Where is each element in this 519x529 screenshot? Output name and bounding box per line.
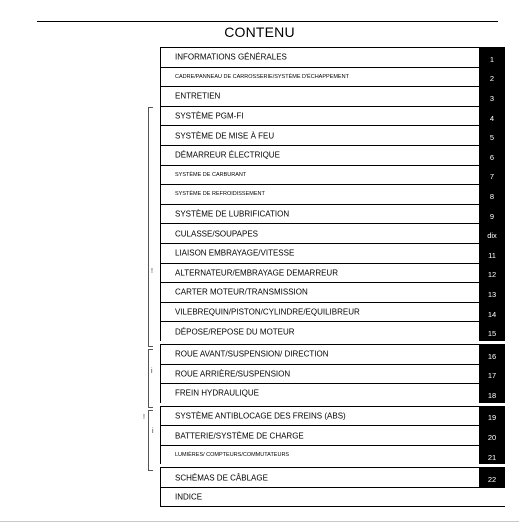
toc-entry-label: DÉPOSE/REPOSE DU MOTEUR xyxy=(175,327,295,337)
toc-entry-label: INFORMATIONS GÉNÉRALES xyxy=(175,52,287,62)
toc-entry[interactable] xyxy=(160,145,505,165)
toc-entry[interactable] xyxy=(160,321,505,341)
toc-entry[interactable] xyxy=(160,243,505,263)
toc-entry-label: INDICE xyxy=(175,492,203,502)
contents-table xyxy=(160,47,505,507)
toc-entry-number: 8 xyxy=(479,185,505,204)
toc-entry[interactable] xyxy=(160,223,505,243)
toc-entry-label: SYSTÈME DE REFROIDISSEMENT xyxy=(175,191,265,198)
toc-entry-label: ALTERNATEUR/EMBRAYAGE DEMARREUR xyxy=(175,268,338,278)
toc-entry[interactable] xyxy=(160,165,505,185)
toc-entry[interactable] xyxy=(160,383,505,403)
toc-entry[interactable] xyxy=(160,204,505,224)
toc-entry[interactable] xyxy=(160,445,505,465)
toc-entry[interactable] xyxy=(160,487,505,507)
toc-entry-number: 3 xyxy=(479,87,505,106)
top-rule xyxy=(37,21,498,22)
toc-entry-number: 13 xyxy=(479,283,505,302)
toc-entry[interactable] xyxy=(160,344,505,364)
toc-entry-number: 12 xyxy=(479,264,505,283)
toc-entry-number: 5 xyxy=(479,126,505,145)
toc-entry[interactable] xyxy=(160,47,505,67)
toc-entry-number: 7 xyxy=(479,166,505,185)
toc-entry-label: SYSTÈME DE MISE À FEU xyxy=(175,131,275,141)
toc-entry-number: 11 xyxy=(479,244,505,263)
toc-entry-label: FREIN HYDRAULIQUE xyxy=(175,388,260,398)
toc-entry-label: SCHÉMAS DE CÂBLAGE xyxy=(175,473,268,483)
toc-entry-number: 9 xyxy=(479,205,505,224)
toc-entry-label: ENTRETIEN xyxy=(175,91,221,101)
toc-entry-number: 15 xyxy=(479,322,505,341)
toc-entry[interactable] xyxy=(160,67,505,87)
toc-entry-label: CADRE/PANNEAU DE CARROSSERIE/SYSTÈME D'ÉCHAPPEMENT xyxy=(175,73,349,80)
toc-entry-number: 16 xyxy=(479,345,505,364)
toc-entry-number: 22 xyxy=(479,468,505,487)
toc-entry[interactable] xyxy=(160,364,505,384)
toc-entry-label: ROUE ARRIÈRE/SUSPENSION xyxy=(175,369,291,379)
toc-entry[interactable] xyxy=(160,86,505,106)
toc-entry-label: DÉMARREUR ÉLECTRIQUE xyxy=(175,150,280,160)
toc-entry-label: LIAISON EMBRAYAGE/VITESSE xyxy=(175,248,295,258)
toc-entry-number: 20 xyxy=(479,426,505,445)
toc-entry[interactable] xyxy=(160,282,505,302)
toc-entry-number: 2 xyxy=(479,68,505,87)
chassis-section-bracket xyxy=(148,349,153,408)
toc-entry-label: SYSTÈME DE LUBRIFICATION xyxy=(175,209,290,219)
engine-section-bracket xyxy=(148,107,153,347)
toc-entry-label: BATTERIE/SYSTÈME DE CHARGE xyxy=(175,431,304,441)
toc-entry[interactable] xyxy=(160,406,505,426)
toc-entry-label: LUMIÈRES/ COMPTEURS/COMMUTATEURS xyxy=(175,452,290,459)
engine-section-mark: ! xyxy=(151,268,153,275)
toc-entry-label: ROUE AVANT/SUSPENSION/ DIRECTION xyxy=(175,349,329,359)
electrical-section-bracket xyxy=(148,410,153,471)
toc-entry-label: CARTER MOTEUR/TRANSMISSION xyxy=(175,287,308,297)
toc-entry-number: 1 xyxy=(479,48,505,67)
electrical-section-mark-a: ! xyxy=(143,414,145,421)
toc-entry-label: SYSTÈME DE CARBURANT xyxy=(175,171,247,178)
toc-entry-number: 17 xyxy=(479,365,505,384)
electrical-section-mark-b: i xyxy=(152,428,154,435)
toc-entry[interactable] xyxy=(160,184,505,204)
toc-entry-number: 19 xyxy=(479,407,505,426)
toc-entry[interactable] xyxy=(160,106,505,126)
toc-entry-number: 6 xyxy=(479,146,505,165)
toc-entry[interactable] xyxy=(160,125,505,145)
chassis-section-mark: i xyxy=(151,368,153,375)
toc-entry-number: 21 xyxy=(479,446,505,465)
toc-entry[interactable] xyxy=(160,467,505,487)
toc-entry-label: SYSTÈME PGM-FI xyxy=(175,111,244,121)
toc-entry-number: dix xyxy=(479,224,505,243)
toc-entry-label: VILEBREQUIN/PISTON/CYLINDRE/EQUILIBREUR xyxy=(175,307,360,317)
toc-entry-number: 4 xyxy=(479,107,505,126)
bottom-rule xyxy=(0,521,519,522)
toc-entry[interactable] xyxy=(160,302,505,322)
toc-entry-number: 14 xyxy=(479,303,505,322)
toc-entry[interactable] xyxy=(160,263,505,283)
toc-entry-number: 18 xyxy=(479,384,505,403)
toc-entry[interactable] xyxy=(160,425,505,445)
page-title: CONTENU xyxy=(224,24,295,40)
toc-entry-label: SYSTÈME ANTIBLOCAGE DES FREINS (ABS) xyxy=(175,411,346,421)
toc-entry-label: CULASSE/SOUPAPES xyxy=(175,229,258,239)
